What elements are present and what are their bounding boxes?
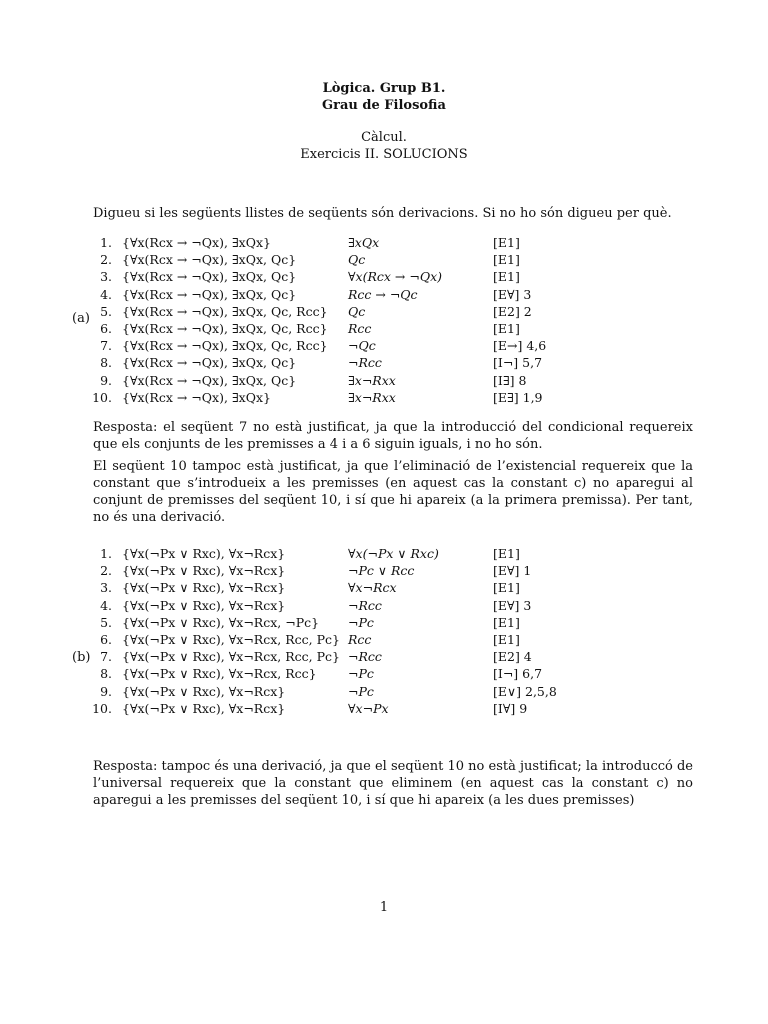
sequent-conclusion: ∀x¬Px bbox=[348, 700, 389, 716]
sequent-conclusion: Rcc bbox=[348, 632, 372, 648]
sequent-conclusion: ∃x¬Rxx bbox=[348, 389, 396, 405]
sequent-conclusion: Rcc → ¬Qc bbox=[348, 286, 418, 302]
sequent-premises: {∀x(¬Px ∨ Rxc), ∀x¬Rcx} bbox=[122, 563, 286, 579]
sequent-rule: [E∃] 1,9 bbox=[493, 389, 543, 405]
doc-subtitle: Grau de Filosofia bbox=[322, 98, 446, 113]
sequent-premises: {∀x(¬Px ∨ Rxc), ∀x¬Rcx, Rcc, Pc} bbox=[122, 632, 340, 648]
sequent-premises: {∀x(¬Px ∨ Rxc), ∀x¬Rcx, Rcc} bbox=[122, 666, 317, 682]
part-a-answer-1: Resposta: el seqüent 7 no està justificat, ja que la introducció del condicional requereix que els conjunts de les premisses a 4 i a 6 siguin iguals, i no ho són. bbox=[93, 420, 693, 452]
page-number: 1 bbox=[379, 900, 389, 915]
sequent-rule: [I¬] 5,7 bbox=[493, 355, 543, 371]
sequent-rule: [E→] 4,6 bbox=[493, 338, 547, 354]
part-a-answer-2: El seqüent 10 tampoc està justificat, ja que l’eliminació de l’existencial requereix que la constant que s’introdueix a les premisses (en aquest cas la constant c) no aparegui al conjunt de premisses del seqüent 10, i sí que hi apareix (a la primera premissa). Per tant, no és una derivació. bbox=[93, 459, 693, 525]
sequent-number: 5. bbox=[100, 614, 112, 630]
intro-text: Digueu si les següents llistes de seqüents són derivacions. Si no ho són digueu per què. bbox=[93, 206, 672, 221]
sequent-conclusion: ¬Pc bbox=[348, 666, 374, 682]
sequent-row bbox=[0, 389, 613, 406]
sequent-premises: {∀x(¬Px ∨ Rxc), ∀x¬Rcx, ¬Pc} bbox=[122, 614, 320, 630]
sequent-premises: {∀x(Rcx → ¬Qx), ∃xQx, Qc, Rcc} bbox=[122, 321, 328, 337]
sequent-premises: {∀x(¬Px ∨ Rxc), ∀x¬Rcx, Rcc, Pc} bbox=[122, 649, 340, 665]
sequent-number: 6. bbox=[100, 321, 112, 337]
sequent-number: 8. bbox=[100, 666, 112, 682]
sequent-conclusion: ¬Pc bbox=[348, 614, 374, 630]
sequent-conclusion: Qc bbox=[348, 303, 366, 319]
doc-title: Lògica. Grup B1. bbox=[322, 81, 446, 96]
sequent-rule: [E2] 2 bbox=[493, 303, 532, 319]
sequent-row bbox=[0, 648, 613, 665]
part-a-label: (a) bbox=[72, 311, 90, 326]
sequent-rule: [E1] bbox=[493, 546, 520, 562]
sequent-number: 2. bbox=[100, 252, 112, 268]
sequent-number: 8. bbox=[100, 355, 112, 371]
sequent-rule: [E2] 4 bbox=[493, 649, 532, 665]
sequent-conclusion: ¬Rcc bbox=[348, 649, 382, 665]
sequent-premises: {∀x(¬Px ∨ Rxc), ∀x¬Rcx} bbox=[122, 580, 286, 596]
sequent-rule: [E1] bbox=[493, 235, 520, 251]
sequent-rule: [I∃] 8 bbox=[493, 372, 527, 388]
sequent-rule: [E1] bbox=[493, 614, 520, 630]
sequent-row bbox=[0, 354, 613, 371]
sequent-row bbox=[0, 683, 613, 700]
sequent-rule: [I¬] 6,7 bbox=[493, 666, 543, 682]
sequent-row bbox=[0, 337, 613, 354]
sequent-rule: [E1] bbox=[493, 321, 520, 337]
sequent-number: 3. bbox=[100, 580, 112, 596]
sequent-premises: {∀x(Rcx → ¬Qx), ∃xQx} bbox=[122, 235, 271, 251]
sequent-row bbox=[0, 320, 613, 337]
sequent-number: 6. bbox=[100, 632, 112, 648]
sequent-premises: {∀x(¬Px ∨ Rxc), ∀x¬Rcx} bbox=[122, 700, 286, 716]
sequent-row bbox=[0, 562, 613, 579]
sequent-rule: [E∀] 3 bbox=[493, 597, 532, 613]
part-b-answer: Resposta: tampoc és una derivació, ja que el seqüent 10 no està justificat; la introduccó de l’universal requereix que la constant que eliminem (en aquest cas la constant c) no aparegui a les premisses del seqüent 10, i sí que hi apareix (a les dues premisses) bbox=[93, 759, 693, 808]
sequent-conclusion: Qc bbox=[348, 252, 366, 268]
sequent-rule: [I∀] 9 bbox=[493, 700, 528, 716]
sequent-conclusion: Rcc bbox=[348, 321, 372, 337]
sequent-number: 1. bbox=[100, 235, 112, 251]
sequent-row bbox=[0, 665, 613, 682]
sequent-conclusion: ∃xQx bbox=[348, 235, 380, 251]
sequent-row bbox=[0, 614, 613, 631]
sequent-number: 9. bbox=[100, 372, 112, 388]
sequent-premises: {∀x(¬Px ∨ Rxc), ∀x¬Rcx} bbox=[122, 597, 286, 613]
sequent-rule: [E∀] 3 bbox=[493, 286, 532, 302]
part-b-table bbox=[0, 545, 613, 717]
part-b-label: (b) bbox=[72, 650, 91, 665]
sequent-rule: [E∨] 2,5,8 bbox=[493, 683, 557, 699]
sequent-row bbox=[0, 234, 613, 251]
sequent-number: 7. bbox=[100, 338, 112, 354]
sequent-row bbox=[0, 631, 613, 648]
sequent-rule: [E1] bbox=[493, 269, 520, 285]
sequent-number: 1. bbox=[100, 546, 112, 562]
part-a-table bbox=[0, 234, 613, 406]
sequent-conclusion: ∃x¬Rxx bbox=[348, 372, 396, 388]
sequent-rule: [E1] bbox=[493, 580, 520, 596]
sequent-premises: {∀x(¬Px ∨ Rxc), ∀x¬Rcx} bbox=[122, 683, 286, 699]
sequent-rule: [E1] bbox=[493, 632, 520, 648]
sequent-number: 9. bbox=[100, 683, 112, 699]
sequent-rule: [E1] bbox=[493, 252, 520, 268]
sequent-number: 7. bbox=[100, 649, 112, 665]
sequent-conclusion: ∀x(¬Px ∨ Rxc) bbox=[348, 546, 439, 562]
sequent-number: 10. bbox=[92, 700, 112, 716]
sequent-premises: {∀x(Rcx → ¬Qx), ∃xQx, Qc} bbox=[122, 286, 297, 302]
sequent-premises: {∀x(¬Px ∨ Rxc), ∀x¬Rcx} bbox=[122, 546, 286, 562]
sequent-number: 4. bbox=[100, 286, 112, 302]
sequent-conclusion: ¬Pc ∨ Rcc bbox=[348, 563, 415, 579]
sequent-premises: {∀x(Rcx → ¬Qx), ∃xQx, Qc, Rcc} bbox=[122, 303, 328, 319]
sequent-premises: {∀x(Rcx → ¬Qx), ∃xQx, Qc} bbox=[122, 269, 297, 285]
sequent-conclusion: ¬Rcc bbox=[348, 597, 382, 613]
sequent-conclusion: ¬Rcc bbox=[348, 355, 382, 371]
sequent-number: 3. bbox=[100, 269, 112, 285]
sequent-premises: {∀x(Rcx → ¬Qx), ∃xQx, Qc, Rcc} bbox=[122, 338, 328, 354]
sequent-row bbox=[0, 268, 613, 285]
sequent-row bbox=[0, 579, 613, 596]
sequent-premises: {∀x(Rcx → ¬Qx), ∃xQx, Qc} bbox=[122, 252, 297, 268]
sequent-premises: {∀x(Rcx → ¬Qx), ∃xQx, Qc} bbox=[122, 372, 297, 388]
section-title: Càlcul. bbox=[361, 130, 407, 145]
sequent-row bbox=[0, 545, 613, 562]
sequent-conclusion: ¬Pc bbox=[348, 683, 374, 699]
sequent-conclusion: ∀x¬Rcx bbox=[348, 580, 397, 596]
sequent-conclusion: ∀x(Rcx → ¬Qx) bbox=[348, 269, 443, 285]
sequent-conclusion: ¬Qc bbox=[348, 338, 376, 354]
sequent-number: 4. bbox=[100, 597, 112, 613]
sequent-number: 10. bbox=[92, 389, 112, 405]
sequent-rule: [E∀] 1 bbox=[493, 563, 532, 579]
sequent-premises: {∀x(Rcx → ¬Qx), ∃xQx} bbox=[122, 389, 271, 405]
sequent-row bbox=[0, 700, 613, 717]
sequent-row bbox=[0, 251, 613, 268]
sequent-row bbox=[0, 372, 613, 389]
sequent-row bbox=[0, 597, 613, 614]
sequent-number: 2. bbox=[100, 563, 112, 579]
exercise-title: Exercicis II. SOLUCIONS bbox=[300, 147, 468, 162]
sequent-number: 5. bbox=[100, 303, 112, 319]
sequent-premises: {∀x(Rcx → ¬Qx), ∃xQx, Qc} bbox=[122, 355, 297, 371]
sequent-row bbox=[0, 286, 613, 303]
sequent-row bbox=[0, 303, 613, 320]
